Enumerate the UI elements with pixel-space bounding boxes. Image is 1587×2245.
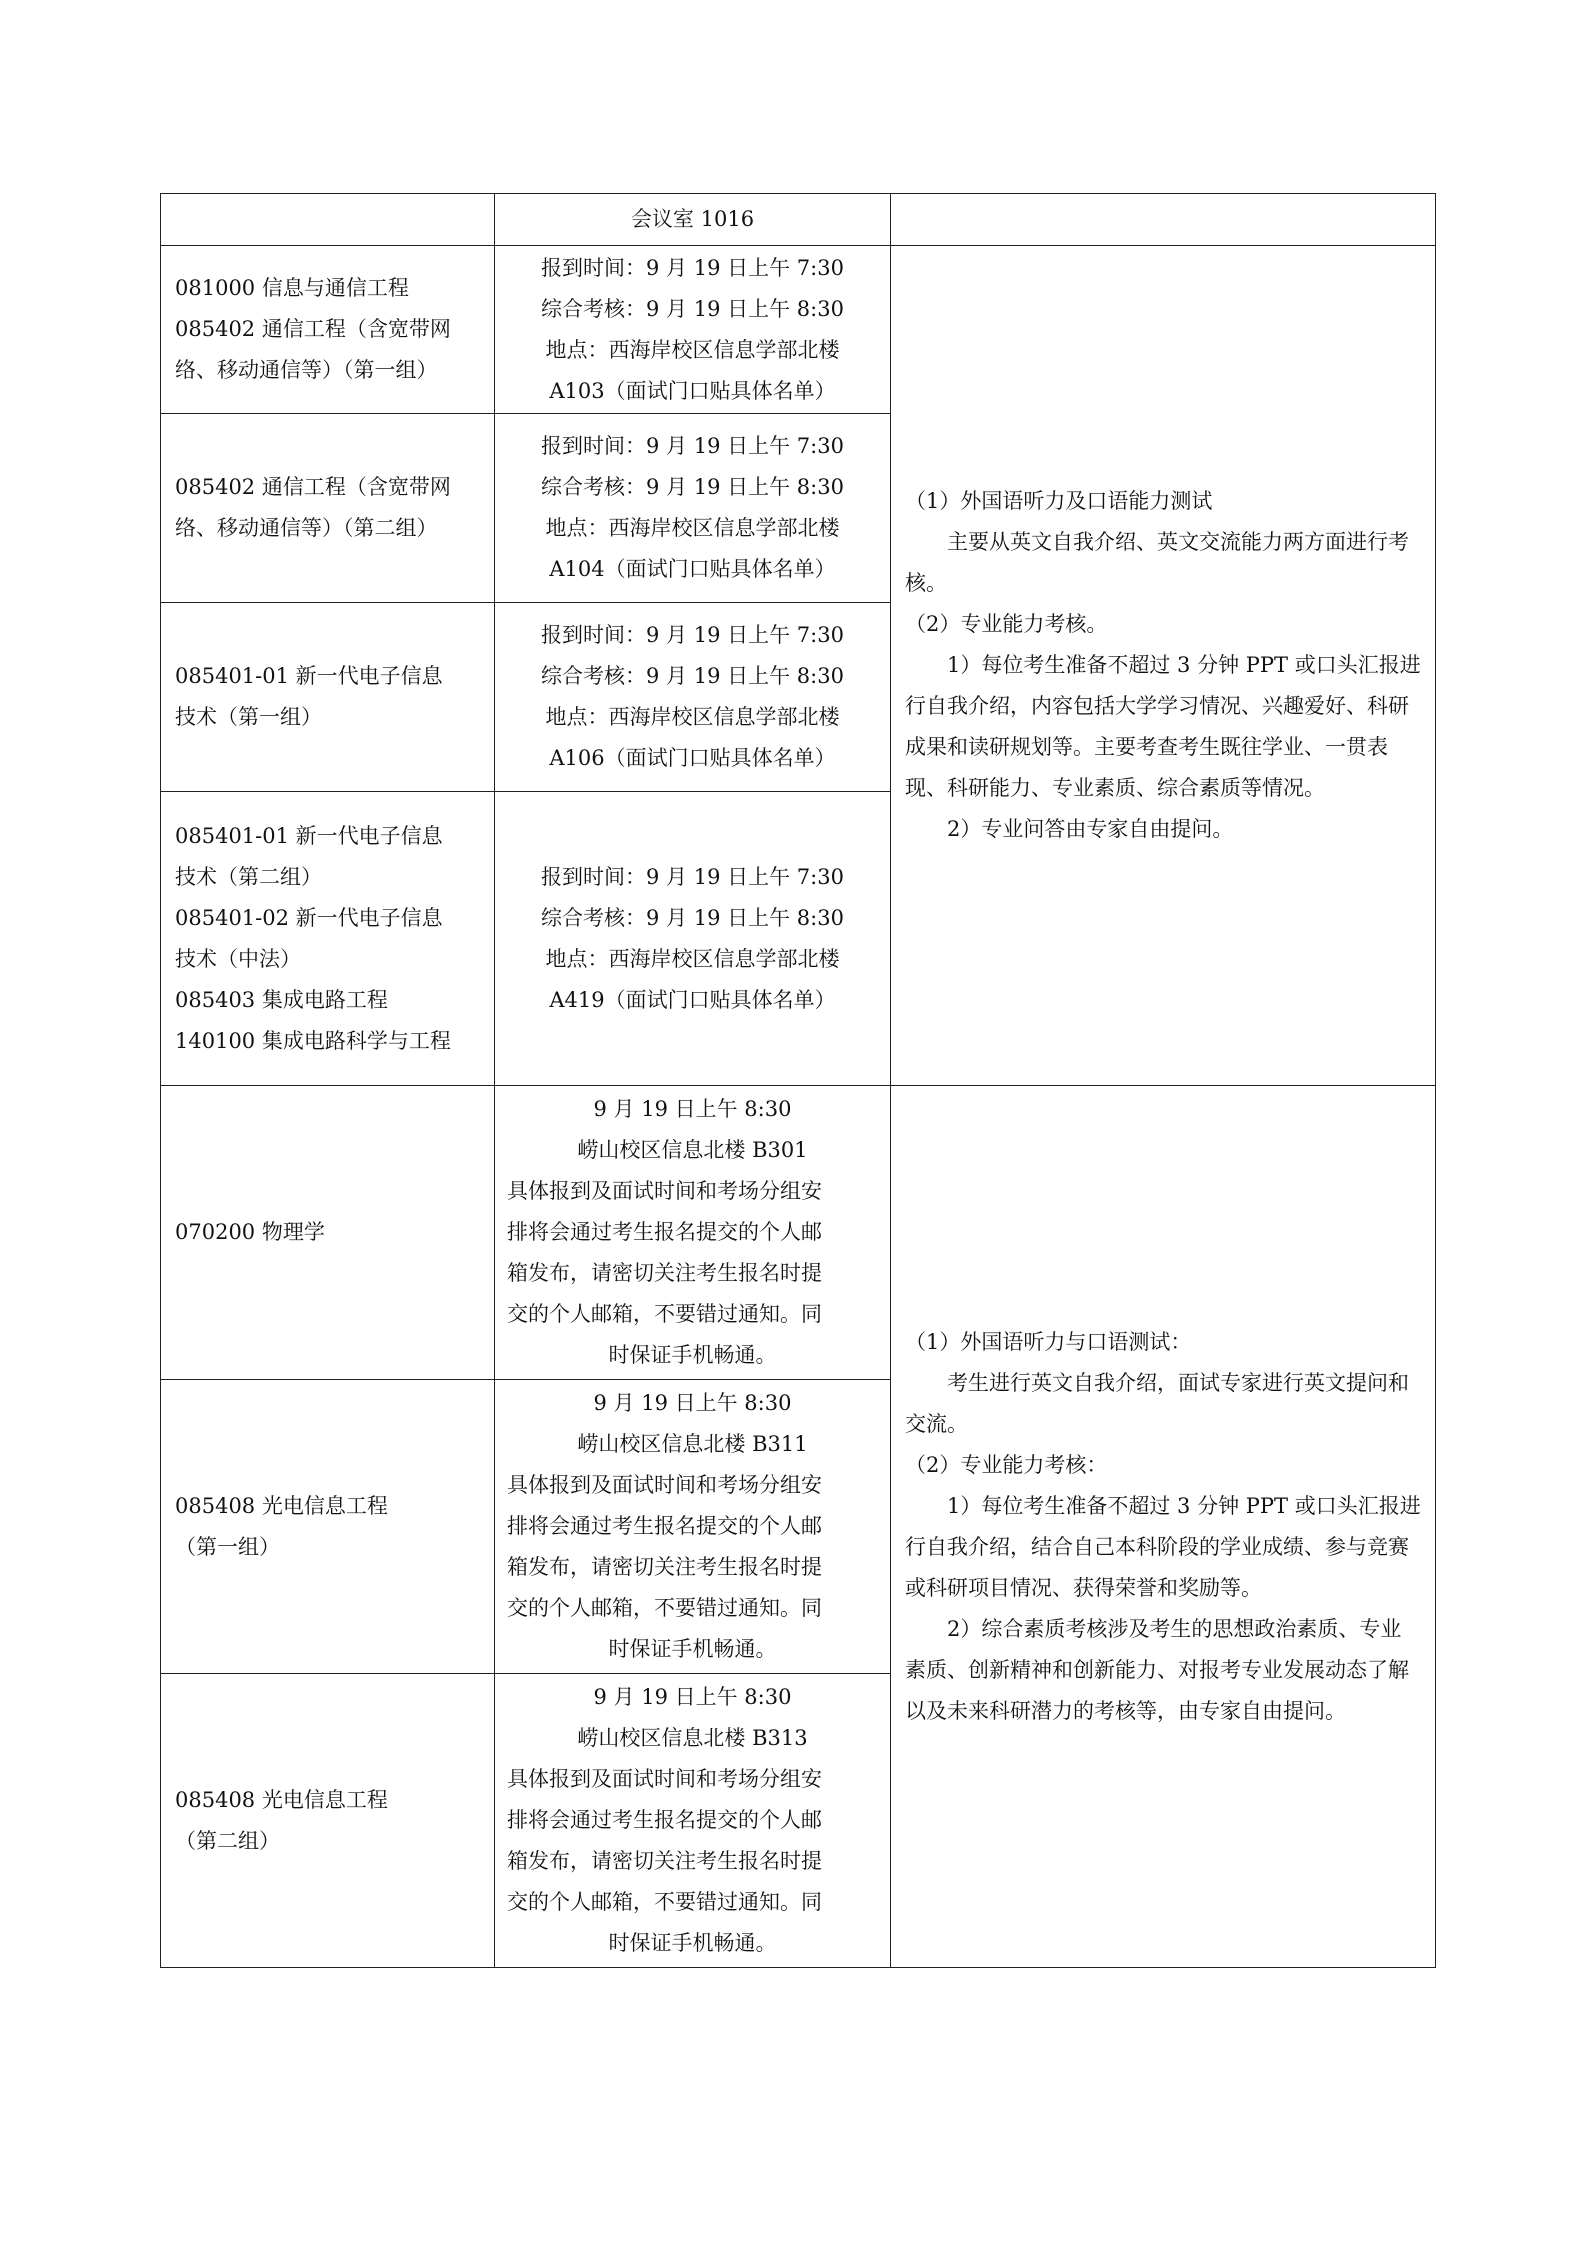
- table-row: [161, 1086, 1436, 1380]
- content-paragraph: 2）专业问答由专家自由提问。: [947, 817, 1234, 841]
- major-line: 085408 光电信息工程: [175, 1493, 388, 1518]
- notice-line: 排将会通过考生报名提交的个人邮: [507, 1808, 822, 1832]
- notice-line: 交的个人邮箱，不要错过通知。同: [507, 1302, 822, 1326]
- time-line: 会议室 1016: [630, 207, 755, 231]
- notice-line: 交的个人邮箱，不要错过通知。同: [507, 1890, 822, 1914]
- time-line: 报到时间：9 月 19 日上午 7:30: [541, 255, 844, 280]
- assessment-content-cell: [891, 1086, 1436, 1968]
- time-line: 地点：西海岸校区信息学部北楼: [545, 705, 840, 729]
- time-line: 9 月 19 日上午 8:30: [593, 1097, 792, 1121]
- major-cell: [161, 1674, 495, 1968]
- time-line: A103（面试门口贴具体名单）: [549, 378, 836, 403]
- major-cell: [161, 1086, 495, 1380]
- major-line: 085401-01 新一代电子信息: [175, 664, 443, 688]
- location-line: 崂山校区信息北楼 B313: [577, 1726, 808, 1750]
- content-paragraph: 1）每位考生准备不超过 3 分钟 PPT 或口头汇报进行自我介绍，内容包括大学学习情况、兴趣爱好、科研成果和读研规划等。主要考查考生既往学业、一贯表现、科研能力、专业素质、综合素质等情况。: [905, 653, 1421, 800]
- time-line: 地点：西海岸校区信息学部北楼: [545, 337, 840, 362]
- time-line: 报到时间：9 月 19 日上午 7:30: [541, 434, 844, 458]
- major-line: 081000 信息与通信工程: [175, 276, 409, 300]
- notice-line: 时保证手机畅通。: [608, 1931, 777, 1955]
- time-location-cell: [495, 246, 891, 414]
- major-cell: [161, 1380, 495, 1674]
- time-line: 综合考核：9 月 19 日上午 8:30: [541, 905, 844, 930]
- notice-line: 时保证手机畅通。: [608, 1343, 777, 1367]
- time-location-cell: [495, 414, 891, 603]
- content-heading: （1）外国语听力及口语能力测试: [905, 489, 1213, 513]
- major-line: 络、移动通信等）（第二组）: [175, 516, 438, 540]
- content-heading: （1）外国语听力与口语测试：: [905, 1329, 1192, 1354]
- time-line: A104（面试门口贴具体名单）: [549, 557, 836, 581]
- time-line: 综合考核：9 月 19 日上午 8:30: [541, 664, 844, 688]
- major-cell: [161, 194, 495, 246]
- time-line: 报到时间：9 月 19 日上午 7:30: [541, 864, 844, 889]
- content-heading: （2）专业能力考核。: [905, 612, 1108, 636]
- major-cell: [161, 414, 495, 603]
- content-paragraph: 主要从英文自我介绍、英文交流能力两方面进行考核。: [905, 530, 1409, 595]
- major-line: 085402 通信工程（含宽带网: [175, 317, 451, 341]
- location-line: 崂山校区信息北楼 B311: [577, 1432, 808, 1456]
- notice-line: 箱发布，请密切关注考生报名时提: [507, 1261, 822, 1285]
- major-line: 技术（中法）: [175, 946, 301, 971]
- major-line: 085401-01 新一代电子信息: [175, 823, 443, 848]
- time-location-cell: [495, 1086, 891, 1380]
- content-heading: （2）专业能力考核：: [905, 1452, 1108, 1477]
- major-line: 085403 集成电路工程: [175, 987, 388, 1012]
- notice-line: 排将会通过考生报名提交的个人邮: [507, 1220, 822, 1244]
- time-location-cell: [495, 1380, 891, 1674]
- time-line: 地点：西海岸校区信息学部北楼: [545, 516, 840, 540]
- time-location-cell: [495, 792, 891, 1086]
- major-line: 技术（第二组）: [175, 864, 322, 889]
- time-location-cell: [495, 1674, 891, 1968]
- major-line: 085402 通信工程（含宽带网: [175, 475, 451, 499]
- major-line: （第一组）: [175, 1534, 280, 1559]
- notice-line: 排将会通过考生报名提交的个人邮: [507, 1514, 822, 1538]
- table-row: [161, 246, 1436, 414]
- notice-line: 具体报到及面试时间和考场分组安: [507, 1473, 822, 1497]
- major-line: （第二组）: [175, 1828, 280, 1853]
- table-row: [161, 194, 1436, 246]
- time-location-cell: [495, 603, 891, 792]
- notice-line: 交的个人邮箱，不要错过通知。同: [507, 1596, 822, 1620]
- notice-line: 具体报到及面试时间和考场分组安: [507, 1179, 822, 1203]
- major-cell: [161, 603, 495, 792]
- content-paragraph: 2）综合素质考核涉及考生的思想政治素质、专业素质、创新精神和创新能力、对报考专业发展动态了解以及未来科研潜力的考核等，由专家自由提问。: [905, 1616, 1409, 1723]
- major-cell: [161, 792, 495, 1086]
- notice-line: 箱发布，请密切关注考生报名时提: [507, 1555, 822, 1579]
- time-location-cell: [495, 194, 891, 246]
- major-cell: [161, 246, 495, 414]
- major-line: 085401-02 新一代电子信息: [175, 905, 443, 930]
- location-line: 崂山校区信息北楼 B301: [577, 1138, 808, 1162]
- time-line: 报到时间：9 月 19 日上午 7:30: [541, 623, 844, 647]
- major-line: 络、移动通信等）（第一组）: [175, 358, 438, 382]
- content-paragraph: 1）每位考生准备不超过 3 分钟 PPT 或口头汇报进行自我介绍，结合自己本科阶段的学业成绩、参与竞赛或科研项目情况、获得荣誉和奖励等。: [905, 1493, 1421, 1600]
- major-line: 技术（第一组）: [175, 705, 322, 729]
- notice-line: 具体报到及面试时间和考场分组安: [507, 1767, 822, 1791]
- interview-schedule-table: [160, 193, 1436, 1968]
- notice-line: 时保证手机畅通。: [608, 1637, 777, 1661]
- time-line: A419（面试门口贴具体名单）: [549, 987, 836, 1012]
- major-line: 085408 光电信息工程: [175, 1787, 388, 1812]
- time-line: 综合考核：9 月 19 日上午 8:30: [541, 475, 844, 499]
- time-line: 综合考核：9 月 19 日上午 8:30: [541, 296, 844, 321]
- major-line: 070200 物理学: [175, 1220, 325, 1244]
- time-line: 9 月 19 日上午 8:30: [593, 1685, 792, 1709]
- content-cell: [891, 194, 1436, 246]
- content-paragraph: 考生进行英文自我介绍，面试专家进行英文提问和交流。: [905, 1370, 1409, 1436]
- time-line: 地点：西海岸校区信息学部北楼: [545, 946, 840, 971]
- notice-line: 箱发布，请密切关注考生报名时提: [507, 1849, 822, 1873]
- major-line: 140100 集成电路科学与工程: [175, 1028, 451, 1053]
- time-line: A106（面试门口贴具体名单）: [549, 746, 836, 770]
- time-line: 9 月 19 日上午 8:30: [593, 1391, 792, 1415]
- assessment-content-cell: [891, 246, 1436, 1086]
